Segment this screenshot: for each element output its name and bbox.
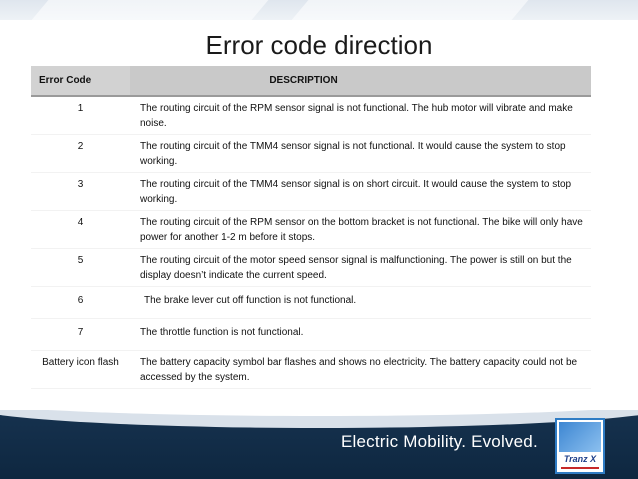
error-code-cell: 3 — [31, 173, 130, 211]
table-row — [31, 211, 591, 249]
error-code-cell: 5 — [31, 249, 130, 287]
description-cell: The routing circuit of the TMM4 sensor signal is on short circuit. It would cause the system to stop working. — [130, 173, 591, 211]
table-row — [31, 351, 591, 389]
description-cell: The throttle function is not functional. — [130, 319, 591, 351]
table-row — [31, 96, 591, 135]
description-cell: The battery capacity symbol bar flashes and shows no electricity. The battery capacity could not be accessed by the system. — [130, 351, 591, 389]
error-code-cell: 1 — [31, 96, 130, 135]
error-code-cell: 4 — [31, 211, 130, 249]
table-row — [31, 249, 591, 287]
description-cell: The brake lever cut off function is not functional. — [130, 287, 591, 319]
table-row — [31, 287, 591, 319]
top-decorative-band — [0, 0, 638, 20]
tranzx-logo — [555, 418, 605, 474]
description-cell: The routing circuit of the motor speed sensor signal is malfunctioning. The power is still on but the display doesn’t indicate the current speed. — [130, 249, 591, 287]
band-stripe — [15, 0, 285, 20]
table-row — [31, 135, 591, 173]
table-row — [31, 319, 591, 351]
error-code-cell: 2 — [31, 135, 130, 173]
error-code-cell: 7 — [31, 319, 130, 351]
logo-graphic — [559, 422, 601, 452]
table-row — [31, 173, 591, 211]
slide-title: Error code direction — [205, 30, 433, 60]
error-code-cell: Battery icon flash — [31, 351, 130, 389]
footer-tagline: Electric Mobility. Evolved. — [341, 432, 538, 451]
column-header-error-code: Error Code — [31, 66, 130, 96]
description-cell: The routing circuit of the RPM sensor signal is not functional. The hub motor will vibrate and make noise. — [130, 96, 591, 135]
description-cell: The routing circuit of the RPM sensor on the bottom bracket is not functional. The bike will only have power for another 1-2 m before it stops. — [130, 211, 591, 249]
logo-text: Tranz X — [563, 454, 597, 464]
error-code-cell: 6 — [31, 287, 130, 319]
column-header-description: DESCRIPTION — [130, 66, 591, 96]
error-code-table — [31, 66, 591, 389]
band-stripe — [275, 0, 545, 20]
table-header-row — [31, 66, 591, 96]
description-cell: The routing circuit of the TMM4 sensor signal is not functional. It would cause the system to stop working. — [130, 135, 591, 173]
logo-underline — [561, 467, 599, 469]
footer-band — [0, 410, 638, 479]
